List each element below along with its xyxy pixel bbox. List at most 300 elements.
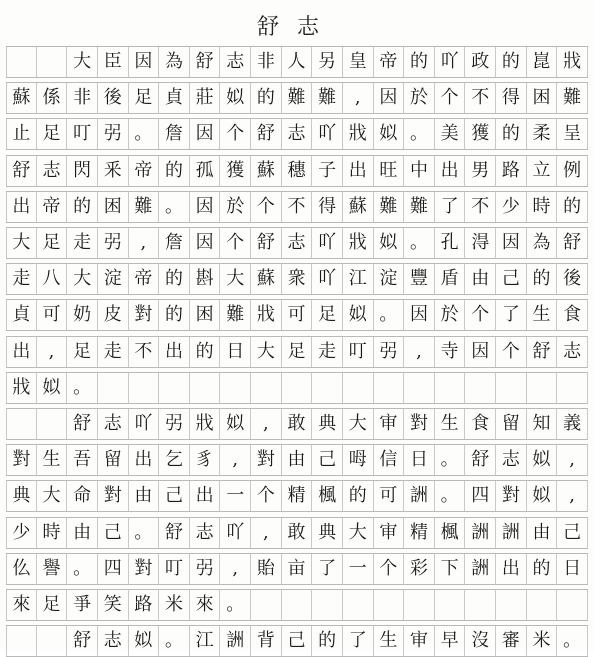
manuscript-cell: 為 bbox=[527, 228, 558, 258]
manuscript-cell: 因 bbox=[129, 47, 160, 77]
manuscript-cell: 典 bbox=[6, 481, 37, 511]
manuscript-cell: 舒 bbox=[557, 228, 588, 258]
manuscript-cell: 姒 bbox=[220, 409, 251, 439]
manuscript-cell: , bbox=[343, 83, 374, 113]
manuscript-cell: 由 bbox=[129, 481, 160, 511]
manuscript-cell: 个 bbox=[435, 83, 466, 113]
manuscript-cell: , bbox=[220, 554, 251, 584]
manuscript-cell: 得 bbox=[312, 192, 343, 222]
manuscript-cell: , bbox=[404, 337, 435, 367]
manuscript-cell: 舒 bbox=[67, 409, 98, 439]
manuscript-cell: 足 bbox=[37, 590, 68, 620]
manuscript-cell: 生 bbox=[37, 445, 68, 475]
manuscript-cell: 叮 bbox=[159, 554, 190, 584]
manuscript-row bbox=[6, 299, 588, 331]
manuscript-cell: 。 bbox=[435, 481, 466, 511]
manuscript-row bbox=[6, 336, 588, 368]
manuscript-cell: 呣 bbox=[343, 445, 374, 475]
manuscript-cell: 姒 bbox=[527, 481, 558, 511]
manuscript-cell: 米 bbox=[527, 626, 558, 656]
manuscript-cell: 生 bbox=[435, 409, 466, 439]
manuscript-row bbox=[6, 82, 588, 114]
manuscript-cell: 个 bbox=[465, 300, 496, 330]
manuscript-cell: 不 bbox=[465, 83, 496, 113]
manuscript-cell: 非 bbox=[67, 83, 98, 113]
manuscript-cell: 獲 bbox=[465, 119, 496, 149]
manuscript-cell: 审 bbox=[374, 518, 405, 548]
manuscript-cell: 志 bbox=[190, 518, 221, 548]
manuscript-cell: 的 bbox=[159, 300, 190, 330]
manuscript-cell bbox=[282, 373, 313, 403]
manuscript-cell: 可 bbox=[282, 300, 313, 330]
manuscript-cell: 不 bbox=[465, 192, 496, 222]
manuscript-cell: 政 bbox=[465, 47, 496, 77]
manuscript-cell bbox=[374, 590, 405, 620]
manuscript-cell: 中 bbox=[404, 156, 435, 186]
manuscript-cell: 戕 bbox=[251, 300, 282, 330]
manuscript-cell: 一 bbox=[343, 554, 374, 584]
manuscript-cell: 己 bbox=[159, 481, 190, 511]
manuscript-cell: , bbox=[129, 228, 160, 258]
manuscript-cell: 四 bbox=[465, 481, 496, 511]
manuscript-cell: 淀 bbox=[374, 264, 405, 294]
manuscript-cell: 姒 bbox=[374, 119, 405, 149]
manuscript-cell: 。 bbox=[67, 373, 98, 403]
manuscript-cell: 个 bbox=[220, 119, 251, 149]
manuscript-cell: , bbox=[37, 337, 68, 367]
manuscript-cell: 由 bbox=[67, 518, 98, 548]
manuscript-cell: 个 bbox=[220, 228, 251, 258]
manuscript-cell: 亩 bbox=[282, 554, 313, 584]
manuscript-cell: 戕 bbox=[343, 228, 374, 258]
manuscript-cell: 詶 bbox=[496, 518, 527, 548]
manuscript-cell: 精 bbox=[404, 518, 435, 548]
manuscript-cell: 難 bbox=[404, 192, 435, 222]
manuscript-cell: 大 bbox=[6, 228, 37, 258]
manuscript-cell: 於 bbox=[435, 300, 466, 330]
manuscript-cell: 舒 bbox=[190, 47, 221, 77]
manuscript-cell: 审 bbox=[404, 626, 435, 656]
manuscript-cell: 閃 bbox=[67, 156, 98, 186]
manuscript-cell: 姒 bbox=[220, 83, 251, 113]
manuscript-cell: 難 bbox=[282, 83, 313, 113]
manuscript-cell: 走 bbox=[312, 337, 343, 367]
manuscript-cell: 大 bbox=[251, 337, 282, 367]
manuscript-cell: 。 bbox=[374, 300, 405, 330]
manuscript-cell: 吖 bbox=[129, 409, 160, 439]
manuscript-row bbox=[6, 227, 588, 259]
manuscript-cell: 知 bbox=[527, 409, 558, 439]
manuscript-cell: 淀 bbox=[98, 264, 129, 294]
manuscript-cell: 足 bbox=[67, 337, 98, 367]
manuscript-cell bbox=[496, 373, 527, 403]
manuscript-cell: 的 bbox=[496, 47, 527, 77]
manuscript-cell: 人 bbox=[282, 47, 313, 77]
manuscript-cell: 笑 bbox=[98, 590, 129, 620]
manuscript-cell: 詶 bbox=[220, 626, 251, 656]
manuscript-cell: 斟 bbox=[190, 264, 221, 294]
manuscript-cell: 帝 bbox=[37, 192, 68, 222]
manuscript-cell: 詹 bbox=[159, 228, 190, 258]
manuscript-cell: 戕 bbox=[190, 409, 221, 439]
manuscript-cell: 貞 bbox=[159, 83, 190, 113]
manuscript-cell: 的 bbox=[67, 192, 98, 222]
manuscript-cell: 审 bbox=[374, 409, 405, 439]
manuscript-cell: 衆 bbox=[282, 264, 313, 294]
manuscript-cell: 。 bbox=[220, 590, 251, 620]
manuscript-cell: 。 bbox=[129, 119, 160, 149]
manuscript-cell: 舒 bbox=[6, 156, 37, 186]
manuscript-cell: 的 bbox=[159, 156, 190, 186]
manuscript-cell: 足 bbox=[37, 119, 68, 149]
manuscript-cell: 背 bbox=[251, 626, 282, 656]
manuscript-cell: 戕 bbox=[6, 373, 37, 403]
manuscript-cell: 穗 bbox=[282, 156, 313, 186]
manuscript-cell: 戕 bbox=[557, 47, 588, 77]
manuscript-cell: 生 bbox=[527, 300, 558, 330]
manuscript-cell: 己 bbox=[312, 445, 343, 475]
manuscript-cell: 姒 bbox=[37, 373, 68, 403]
manuscript-cell: 審 bbox=[496, 626, 527, 656]
manuscript-cell: 吖 bbox=[220, 518, 251, 548]
manuscript-cell: 崑 bbox=[527, 47, 558, 77]
manuscript-cell: 皇 bbox=[343, 47, 374, 77]
manuscript-cell: 可 bbox=[374, 481, 405, 511]
essay-title: 舒志 bbox=[256, 14, 337, 40]
manuscript-row bbox=[6, 155, 588, 187]
manuscript-cell: 因 bbox=[374, 83, 405, 113]
manuscript-cell: , bbox=[220, 445, 251, 475]
manuscript-cell: 楓 bbox=[312, 481, 343, 511]
manuscript-cell: 吾 bbox=[67, 445, 98, 475]
manuscript-cell: 弜 bbox=[98, 119, 129, 149]
manuscript-cell: 个 bbox=[374, 554, 405, 584]
manuscript-cell: 大 bbox=[67, 47, 98, 77]
manuscript-cell: 日 bbox=[220, 337, 251, 367]
manuscript-cell: 後 bbox=[98, 83, 129, 113]
manuscript-cell: 吖 bbox=[312, 264, 343, 294]
manuscript-cell: 難 bbox=[129, 192, 160, 222]
manuscript-cell: 个 bbox=[251, 481, 282, 511]
manuscript-cell: 難 bbox=[312, 83, 343, 113]
manuscript-cell: 例 bbox=[557, 156, 588, 186]
manuscript-cell: 後 bbox=[557, 264, 588, 294]
manuscript-cell: 難 bbox=[557, 83, 588, 113]
manuscript-cell: 困 bbox=[98, 192, 129, 222]
manuscript-cell: 男 bbox=[465, 156, 496, 186]
manuscript-cell: 因 bbox=[465, 337, 496, 367]
manuscript-cell bbox=[527, 373, 558, 403]
manuscript-cell: 乞 bbox=[159, 445, 190, 475]
manuscript-cell: 己 bbox=[98, 518, 129, 548]
manuscript-cell: 仫 bbox=[6, 554, 37, 584]
manuscript-cell: 大 bbox=[37, 481, 68, 511]
manuscript-cell: 淂 bbox=[465, 228, 496, 258]
manuscript-cell: 姒 bbox=[527, 445, 558, 475]
manuscript-cell: 莊 bbox=[190, 83, 221, 113]
manuscript-cell: 吖 bbox=[312, 119, 343, 149]
manuscript-cell: 大 bbox=[220, 264, 251, 294]
manuscript-cell: 舒 bbox=[465, 445, 496, 475]
manuscript-cell: 舒 bbox=[159, 518, 190, 548]
manuscript-row bbox=[6, 480, 588, 512]
manuscript-cell: 對 bbox=[129, 554, 160, 584]
manuscript-row bbox=[6, 444, 588, 476]
manuscript-cell: 豐 bbox=[404, 264, 435, 294]
manuscript-cell bbox=[6, 47, 37, 77]
manuscript-cell: 。 bbox=[159, 192, 190, 222]
manuscript-cell: 詹 bbox=[159, 119, 190, 149]
manuscript-cell: 舒 bbox=[251, 228, 282, 258]
manuscript-cell: 對 bbox=[6, 445, 37, 475]
manuscript-cell: 少 bbox=[6, 518, 37, 548]
manuscript-cell: 米 bbox=[159, 590, 190, 620]
manuscript-cell: 信 bbox=[374, 445, 405, 475]
manuscript-cell: 獲 bbox=[220, 156, 251, 186]
manuscript-cell: 詶 bbox=[465, 554, 496, 584]
manuscript-cell: 志 bbox=[98, 626, 129, 656]
manuscript-cell: 對 bbox=[98, 481, 129, 511]
manuscript-cell: 命 bbox=[67, 481, 98, 511]
manuscript-cell: 時 bbox=[527, 192, 558, 222]
manuscript-row bbox=[6, 263, 588, 295]
manuscript-cell: 的 bbox=[527, 264, 558, 294]
manuscript-cell bbox=[282, 590, 313, 620]
manuscript-cell: 帝 bbox=[374, 47, 405, 77]
manuscript-cell bbox=[312, 373, 343, 403]
manuscript-cell: 義 bbox=[557, 409, 588, 439]
manuscript-cell bbox=[404, 373, 435, 403]
manuscript-cell: 因 bbox=[190, 192, 221, 222]
manuscript-cell: 姒 bbox=[129, 626, 160, 656]
manuscript-cell: 了 bbox=[496, 300, 527, 330]
manuscript-cell: , bbox=[251, 409, 282, 439]
manuscript-cell: 的 bbox=[251, 83, 282, 113]
manuscript-cell: 。 bbox=[404, 119, 435, 149]
manuscript-row bbox=[6, 517, 588, 549]
manuscript-cell: 出 bbox=[129, 445, 160, 475]
manuscript-cell: 日 bbox=[404, 445, 435, 475]
manuscript-cell: 舒 bbox=[67, 626, 98, 656]
manuscript-cell: 得 bbox=[496, 83, 527, 113]
manuscript-cell: 大 bbox=[67, 264, 98, 294]
manuscript-cell: 。 bbox=[67, 554, 98, 584]
manuscript-cell: 楓 bbox=[435, 518, 466, 548]
manuscript-cell: 為 bbox=[159, 47, 190, 77]
manuscript-cell: 足 bbox=[37, 228, 68, 258]
manuscript-cell: 由 bbox=[282, 445, 313, 475]
manuscript-cell: 詶 bbox=[404, 481, 435, 511]
manuscript-cell: 。 bbox=[159, 626, 190, 656]
manuscript-cell: 奶 bbox=[67, 300, 98, 330]
manuscript-cell: 舒 bbox=[251, 119, 282, 149]
manuscript-cell: 因 bbox=[496, 228, 527, 258]
manuscript-cell: 日 bbox=[557, 554, 588, 584]
manuscript-cell: 留 bbox=[98, 445, 129, 475]
manuscript-cell: 出 bbox=[190, 481, 221, 511]
manuscript-cell: 因 bbox=[190, 119, 221, 149]
manuscript-cell: 的 bbox=[343, 481, 374, 511]
manuscript-row bbox=[6, 589, 588, 621]
manuscript-cell: 非 bbox=[251, 47, 282, 77]
manuscript-cell: 子 bbox=[312, 156, 343, 186]
manuscript-cell: 走 bbox=[67, 228, 98, 258]
manuscript-cell: 對 bbox=[404, 409, 435, 439]
manuscript-cell: 的 bbox=[159, 264, 190, 294]
manuscript-cell bbox=[465, 373, 496, 403]
manuscript-cell: 來 bbox=[6, 590, 37, 620]
manuscript-cell: 另 bbox=[312, 47, 343, 77]
manuscript-cell bbox=[496, 590, 527, 620]
manuscript-cell bbox=[465, 590, 496, 620]
manuscript-cell: 敢 bbox=[282, 518, 313, 548]
manuscript-cell: 彩 bbox=[404, 554, 435, 584]
manuscript-cell: 四 bbox=[98, 554, 129, 584]
manuscript-cell: 弜 bbox=[374, 337, 405, 367]
manuscript-cell: 的 bbox=[312, 626, 343, 656]
manuscript-cell: 的 bbox=[496, 119, 527, 149]
manuscript-cell: 因 bbox=[190, 228, 221, 258]
manuscript-cell: 由 bbox=[527, 518, 558, 548]
manuscript-cell: 盾 bbox=[435, 264, 466, 294]
manuscript-cell: 江 bbox=[343, 264, 374, 294]
manuscript-cell: 對 bbox=[129, 300, 160, 330]
manuscript-cell bbox=[312, 590, 343, 620]
manuscript-cell: 詶 bbox=[465, 518, 496, 548]
manuscript-cell: 下 bbox=[435, 554, 466, 584]
manuscript-cell: 己 bbox=[557, 518, 588, 548]
manuscript-cell: 食 bbox=[465, 409, 496, 439]
manuscript-cell: 生 bbox=[374, 626, 405, 656]
manuscript-cell: 係 bbox=[37, 83, 68, 113]
manuscript-cell: 弜 bbox=[190, 554, 221, 584]
manuscript-cell: 於 bbox=[404, 83, 435, 113]
manuscript-cell: 帝 bbox=[129, 156, 160, 186]
manuscript-cell: 困 bbox=[527, 83, 558, 113]
manuscript-cell: 的 bbox=[557, 192, 588, 222]
manuscript-cell: 爭 bbox=[67, 590, 98, 620]
manuscript-cell: 出 bbox=[496, 554, 527, 584]
manuscript-cell bbox=[159, 373, 190, 403]
manuscript-cell bbox=[6, 409, 37, 439]
manuscript-cell: 己 bbox=[282, 626, 313, 656]
manuscript-row bbox=[6, 625, 588, 657]
manuscript-cell: 難 bbox=[220, 300, 251, 330]
manuscript-cell: 了 bbox=[312, 554, 343, 584]
manuscript-cell: 典 bbox=[312, 518, 343, 548]
manuscript-cell bbox=[374, 373, 405, 403]
manuscript-row bbox=[6, 553, 588, 585]
manuscript-cell: 止 bbox=[6, 119, 37, 149]
manuscript-cell: 譽 bbox=[37, 554, 68, 584]
manuscript-cell: 蘇 bbox=[251, 264, 282, 294]
manuscript-cell bbox=[343, 373, 374, 403]
manuscript-cell bbox=[98, 373, 129, 403]
manuscript-row bbox=[6, 191, 588, 223]
manuscript-cell: 出 bbox=[6, 192, 37, 222]
manuscript-cell: 貞 bbox=[6, 300, 37, 330]
manuscript-cell: 旺 bbox=[374, 156, 405, 186]
manuscript-cell: 志 bbox=[37, 156, 68, 186]
manuscript-cell: 江 bbox=[190, 626, 221, 656]
manuscript-cell: 寺 bbox=[435, 337, 466, 367]
manuscript-cell: 弜 bbox=[98, 228, 129, 258]
manuscript-cell bbox=[129, 373, 160, 403]
manuscript-cell bbox=[435, 590, 466, 620]
manuscript-cell: 豸 bbox=[190, 445, 221, 475]
manuscript-cell: 个 bbox=[251, 192, 282, 222]
manuscript-cell: 足 bbox=[129, 83, 160, 113]
manuscript-cell: 少 bbox=[496, 192, 527, 222]
manuscript-cell bbox=[37, 626, 68, 656]
manuscript-cell: 志 bbox=[282, 119, 313, 149]
manuscript-cell: 難 bbox=[374, 192, 405, 222]
manuscript-cell: 戕 bbox=[343, 119, 374, 149]
manuscript-cell: 弜 bbox=[159, 409, 190, 439]
manuscript-cell bbox=[220, 373, 251, 403]
manuscript-cell: 志 bbox=[282, 228, 313, 258]
manuscript-cell: 走 bbox=[98, 337, 129, 367]
manuscript-cell bbox=[37, 409, 68, 439]
manuscript-cell bbox=[343, 590, 374, 620]
manuscript-cell: 蘇 bbox=[251, 156, 282, 186]
manuscript-row bbox=[6, 46, 588, 78]
manuscript-cell: 足 bbox=[312, 300, 343, 330]
manuscript-cell: 時 bbox=[37, 518, 68, 548]
manuscript-cell: 出 bbox=[159, 337, 190, 367]
manuscript-cell: 志 bbox=[496, 445, 527, 475]
manuscript-cell: 。 bbox=[557, 626, 588, 656]
manuscript-cell: 可 bbox=[37, 300, 68, 330]
manuscript-row bbox=[6, 408, 588, 440]
manuscript-cell bbox=[251, 590, 282, 620]
manuscript-cell: 了 bbox=[435, 192, 466, 222]
manuscript-cell: 志 bbox=[220, 47, 251, 77]
manuscript-cell: 呈 bbox=[557, 119, 588, 149]
manuscript-cell: 出 bbox=[435, 156, 466, 186]
manuscript-cell: 皮 bbox=[98, 300, 129, 330]
manuscript-cell: 路 bbox=[496, 156, 527, 186]
manuscript-cell: 對 bbox=[496, 481, 527, 511]
manuscript-cell bbox=[557, 590, 588, 620]
manuscript-cell: 蘇 bbox=[6, 83, 37, 113]
manuscript-cell: 食 bbox=[557, 300, 588, 330]
manuscript-cell: 吖 bbox=[312, 228, 343, 258]
manuscript-cell: , bbox=[557, 445, 588, 475]
manuscript-cell bbox=[527, 590, 558, 620]
manuscript-cell: 立 bbox=[527, 156, 558, 186]
manuscript-cell: 對 bbox=[251, 445, 282, 475]
manuscript-cell: 敢 bbox=[282, 409, 313, 439]
manuscript-cell: 。 bbox=[129, 518, 160, 548]
manuscript-cell: 大 bbox=[343, 409, 374, 439]
manuscript-cell: 出 bbox=[343, 156, 374, 186]
manuscript-cell: 早 bbox=[435, 626, 466, 656]
manuscript-cell: 出 bbox=[6, 337, 37, 367]
manuscript-cell: 。 bbox=[435, 445, 466, 475]
manuscript-cell: 志 bbox=[98, 409, 129, 439]
manuscript-cell: 舒 bbox=[527, 337, 558, 367]
manuscript-cell: 困 bbox=[190, 300, 221, 330]
manuscript-cell: , bbox=[251, 518, 282, 548]
manuscript-cell: 的 bbox=[404, 47, 435, 77]
manuscript-cell: 不 bbox=[129, 337, 160, 367]
manuscript-cell: 蘇 bbox=[343, 192, 374, 222]
manuscript-cell: 叮 bbox=[67, 119, 98, 149]
manuscript-cell bbox=[37, 47, 68, 77]
manuscript-cell bbox=[557, 373, 588, 403]
manuscript-cell: 典 bbox=[312, 409, 343, 439]
